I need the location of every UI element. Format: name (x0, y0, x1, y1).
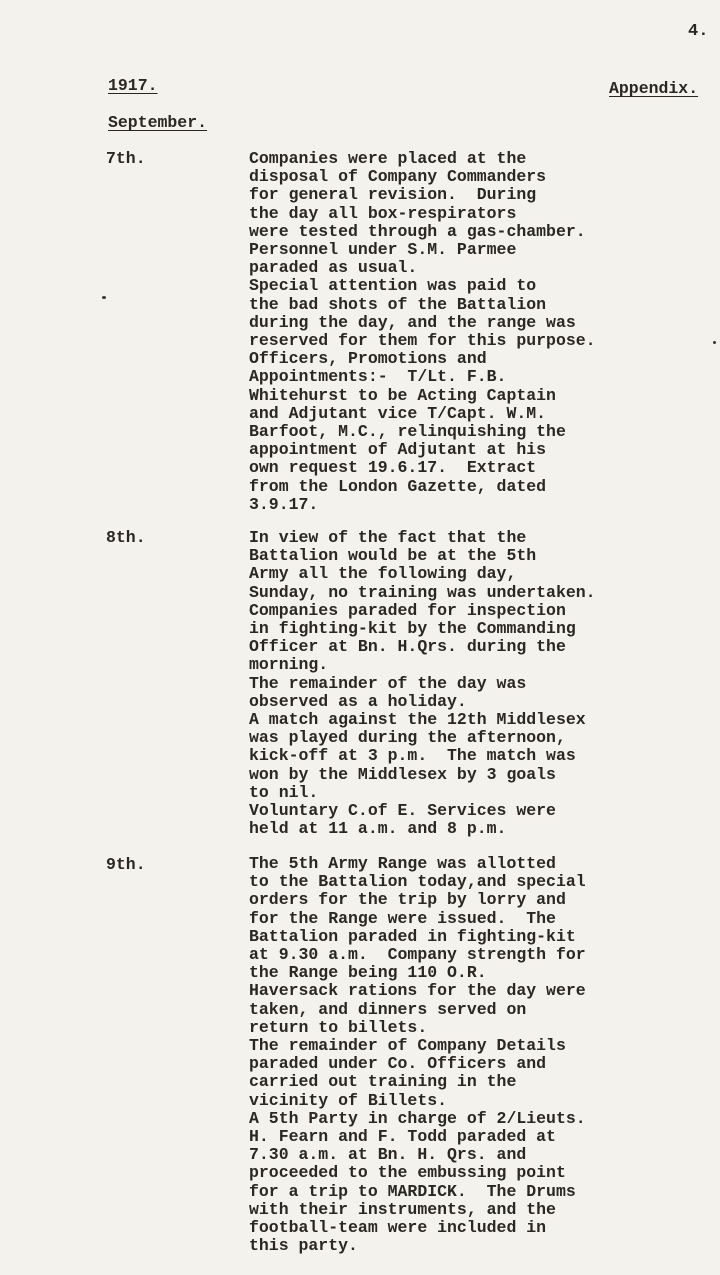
entry-line: during the day, and the range was (249, 312, 576, 332)
entry-line: this party. (249, 1236, 358, 1256)
entry-line: Personnel under S.M. Parmee (249, 240, 517, 260)
entry-line: were tested through a gas-chamber. (249, 221, 586, 241)
entry-line: Companies were placed at the (249, 149, 527, 168)
entry-line: won by the Middlesex by 3 goals (249, 764, 556, 784)
entry-line: Sunday, no training was undertaken. (249, 582, 596, 602)
entry-date: 7th. (106, 149, 146, 168)
entry-date: 9th. (106, 855, 146, 874)
entry-line: paraded under Co. Officers and (249, 1054, 547, 1074)
entry-line: was played during the afternoon, (249, 728, 566, 748)
entry-line: The remainder of Company Details (249, 1036, 566, 1056)
entry-line: taken, and dinners served on (249, 999, 527, 1019)
entry-body (249, 150, 719, 514)
entry-line: held at 11 a.m. and 8 p.m. (249, 819, 507, 839)
entry-line: the bad shots of the Battalion (249, 294, 547, 314)
entry-body (249, 529, 719, 838)
entry-line: to the Battalion today,and special (249, 872, 586, 892)
entry-line: The remainder of the day was (249, 673, 527, 693)
page-number: 4. (688, 22, 709, 41)
ink-speck (713, 341, 716, 344)
entry-line: Barfoot, M.C., relinquishing the (249, 422, 566, 442)
entry-line: paraded as usual. (249, 258, 418, 278)
entry-line: observed as a holiday. (249, 691, 467, 711)
entry-line: own request 19.6.17. Extract (249, 458, 537, 478)
entry-line: Voluntary C.of E. Services were (249, 801, 556, 821)
entry-line: football-team were included in (249, 1218, 547, 1238)
entry-line: to nil. (249, 782, 319, 802)
entry-body (249, 855, 719, 1255)
entry-line: A match against the 12th Middlesex (249, 710, 586, 730)
entry-line: and Adjutant vice T/Capt. W.M. (249, 403, 547, 423)
entry-line: A 5th Party in charge of 2/Lieuts. (249, 1108, 586, 1128)
entry-line: morning. (249, 655, 329, 675)
entry-line: orders for the trip by lorry and (249, 890, 566, 910)
entry-date: 8th. (106, 528, 146, 547)
entry-line: Officers, Promotions and (249, 349, 487, 369)
entry-line: Army all the following day, (249, 564, 517, 584)
entry-line: H. Fearn and F. Todd paraded at (249, 1127, 556, 1147)
entry-line: reserved for them for this purpose. (249, 331, 596, 351)
entry-line: from the London Gazette, dated (249, 476, 547, 496)
entry-line: Special attention was paid to (249, 276, 537, 296)
entry-line: In view of the fact that the (249, 528, 527, 547)
entry-line: for a trip to MARDICK. The Drums (249, 1181, 576, 1201)
entry-line: The 5th Army Range was allotted (249, 854, 556, 873)
entry-line: appointment of Adjutant at his (249, 440, 547, 460)
appendix-heading: Appendix. (609, 79, 699, 98)
entry-line: Whitehurst to be Acting Captain (249, 385, 556, 405)
entry-line: Officer at Bn. H.Qrs. during the (249, 637, 566, 657)
entry-line: kick-off at 3 p.m. The match was (249, 746, 576, 766)
entry-line: at 9.30 a.m. Company strength for (249, 945, 586, 965)
entry-line: return to billets. (249, 1017, 428, 1037)
entry-line: Battalion would be at the 5th (249, 546, 537, 566)
entry-line: 7.30 a.m. at Bn. H. Qrs. and (249, 1145, 527, 1165)
entry-line: the Range being 110 O.R. (249, 963, 487, 983)
entry-line: Battalion paraded in fighting-kit (249, 926, 576, 946)
entry-line: carried out training in the (249, 1072, 517, 1092)
entry-line: for general revision. During (249, 185, 537, 205)
entry-line: Companies paraded for inspection (249, 600, 566, 620)
entry-line: vicinity of Billets. (249, 1090, 448, 1110)
entry-line: the day all box-respirators (249, 203, 517, 223)
year-heading: 1917. (108, 76, 158, 95)
entry-line: Appointments:- T/Lt. F.B. (249, 367, 507, 387)
entry-line: in fighting-kit by the Commanding (249, 619, 576, 639)
entry-line: Haversack rations for the day were (249, 981, 586, 1001)
entry-line: with their instruments, and the (249, 1199, 556, 1219)
ink-speck (102, 296, 106, 299)
entry-line: for the Range were issued. The (249, 908, 556, 928)
month-heading: September. (108, 113, 208, 132)
entry-line: 3.9.17. (249, 494, 319, 514)
entry-line: disposal of Company Commanders (249, 167, 547, 187)
entry-line: proceeded to the embussing point (249, 1163, 566, 1183)
